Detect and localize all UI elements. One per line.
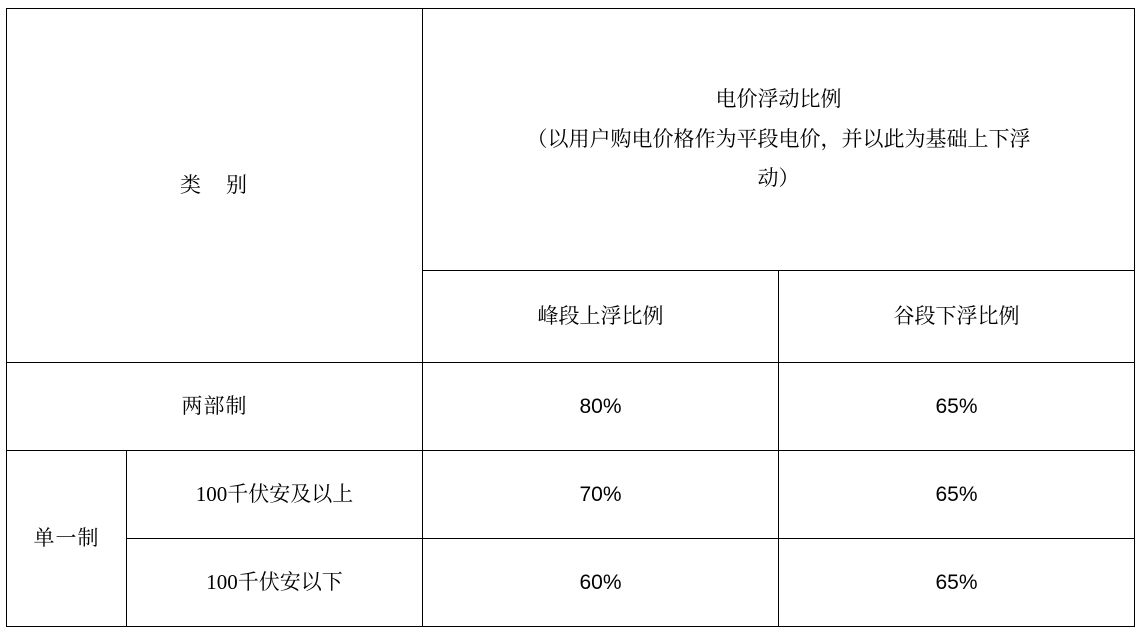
- table-row: [7, 451, 1135, 539]
- ratio-title-line2: （以用户购电价格作为平段电价，并以此为基础上下浮: [526, 126, 1031, 151]
- ratio-title-line1: 电价浮动比例: [715, 86, 842, 111]
- category-header-cell: 类 别: [7, 9, 423, 363]
- ratio-header-cell: [423, 9, 1135, 271]
- subcategory-100kva-and-above: 100千伏安及以上: [127, 451, 423, 539]
- peak-ratio-header: 峰段上浮比例: [423, 271, 779, 363]
- ratio-title-line3: 动）: [757, 166, 800, 191]
- table-row: [7, 363, 1135, 451]
- valley-ratio-header: 谷段下浮比例: [779, 271, 1135, 363]
- table-header-row: [7, 9, 1135, 271]
- peak-value-100kva-above: 70%: [423, 451, 779, 539]
- table-row: [7, 539, 1135, 627]
- category-two-part-tariff: 两部制: [7, 363, 423, 451]
- category-single-tariff: 单一制: [7, 451, 127, 627]
- price-float-ratio-table: [6, 8, 1135, 627]
- valley-value-100kva-above: 65%: [779, 451, 1135, 539]
- valley-value-100kva-below: 65%: [779, 539, 1135, 627]
- peak-value-100kva-below: 60%: [423, 539, 779, 627]
- subcategory-100kva-below: 100千伏安以下: [127, 539, 423, 627]
- peak-value-two-part: 80%: [423, 363, 779, 451]
- valley-value-two-part: 65%: [779, 363, 1135, 451]
